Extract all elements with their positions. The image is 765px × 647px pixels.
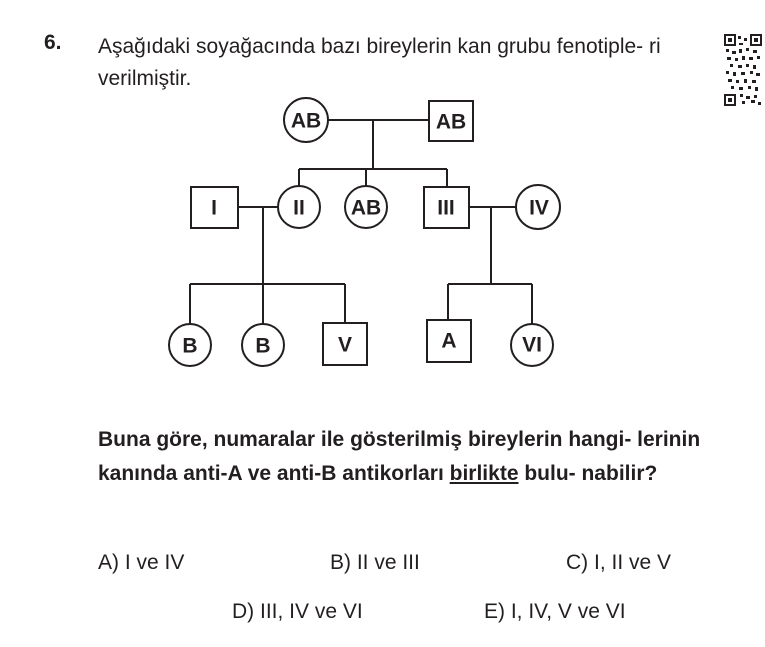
child1-label: B [182, 334, 198, 358]
option-a[interactable]: A) I ve IV [98, 551, 185, 574]
question-number: 6. [44, 31, 62, 54]
child2-label: B [255, 334, 271, 358]
question-part1: Buna göre, numaralar ile gösterilmiş bireylerin hangi- lerinin kanında anti-A ve anti-B antikorları [98, 428, 701, 485]
individual-III-label: III [437, 196, 455, 220]
intro-text: Aşağıdaki soyağacında bazı bireylerin kan grubu fenotiple- ri verilmiştir. [98, 35, 661, 90]
question-part2: bulu- nabilir? [518, 462, 658, 485]
gen1-female-label: AB [290, 109, 322, 133]
individual-I-label: I [211, 196, 217, 220]
option-d[interactable]: D) III, IV ve VI [232, 600, 363, 623]
individual-VI-label: VI [522, 333, 542, 357]
option-c[interactable]: C) I, II ve V [566, 551, 672, 574]
gen1-male-label: AB [435, 110, 467, 134]
individual-IV-label: IV [529, 196, 549, 220]
option-b[interactable]: B) II ve III [330, 551, 420, 574]
child4-label: A [441, 329, 457, 353]
individual-V-label: V [337, 333, 353, 357]
question-text [98, 423, 723, 491]
individual-II-label: II [293, 196, 305, 220]
sibling-female-label: AB [350, 196, 382, 220]
question-underlined-word: birlikte [449, 462, 519, 485]
option-e[interactable]: E) I, IV, V ve VI [484, 600, 626, 623]
